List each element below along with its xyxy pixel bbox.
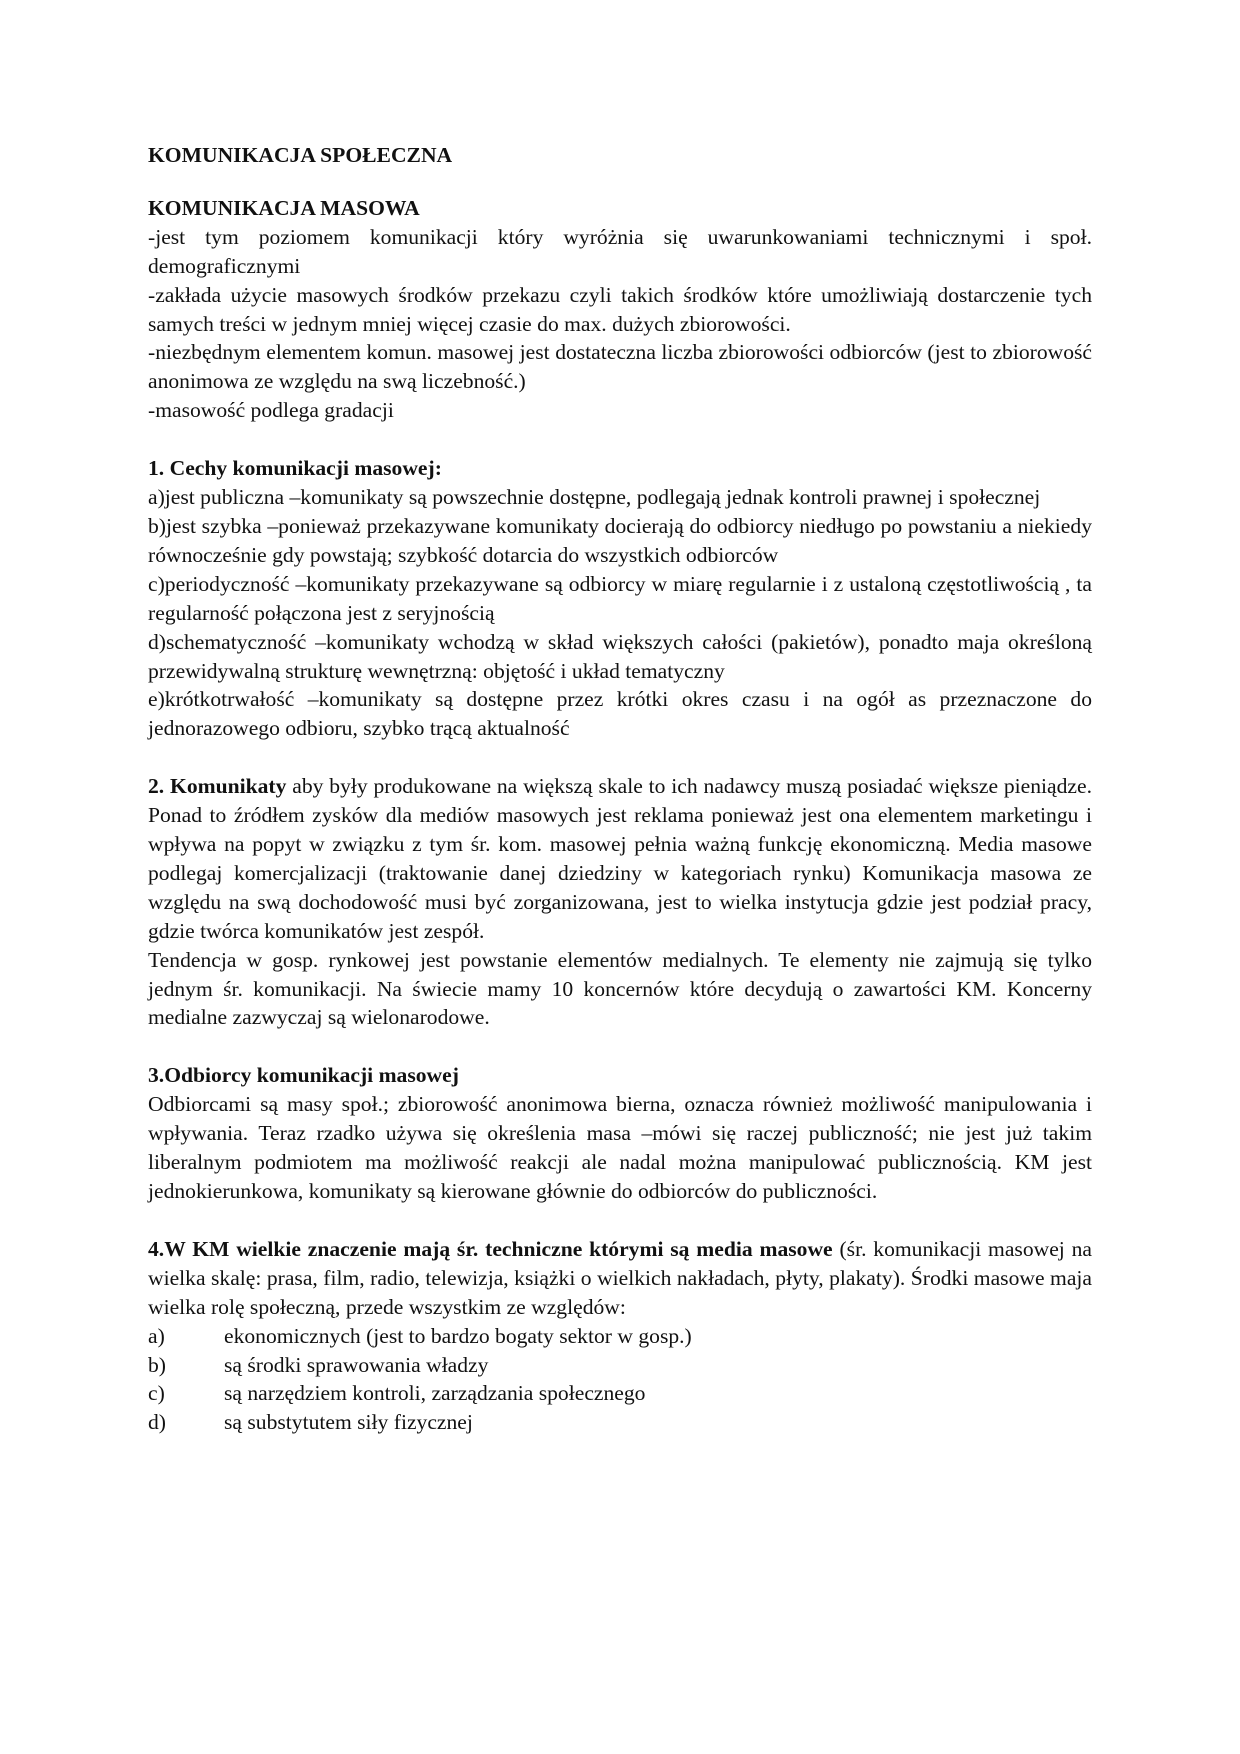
section-media-paragraph (148, 1235, 1092, 1322)
intro-paragraph: -masowość podlega gradacji (148, 398, 394, 423)
section-lead-messages: 2. Komunikaty (148, 774, 287, 799)
list-text: są substytutem siły fizycznej (224, 1410, 473, 1435)
list-item (148, 1379, 1092, 1408)
section-heading-audience: 3.Odbiorcy komunikacji masowej (148, 1063, 459, 1088)
document-title: KOMUNIKACJA SPOŁECZNA (148, 143, 453, 167)
feature-item: d)schematyczność –komunikaty wchodzą w skład większych całości (pakietów), ponadto maja określoną przewidywalną strukturę wewnętrzną: objętość i układ tematyczny (148, 629, 1092, 683)
list-item (148, 1322, 1092, 1351)
section-messages-paragraph (148, 772, 1092, 945)
list-text: są środki sprawowania władzy (224, 1352, 489, 1377)
list-item (148, 1408, 1092, 1437)
section-audience-paragraph: Odbiorcami są masy społ.; zbiorowość anonimowa bierna, oznacza również możliwość manipulowania i wpływania. Teraz rzadko używa się określenia masa –mówi się raczej publiczność; nie jest już takim liberalnym podmiotem ma możliwość reakcji ale nadal można manipulować publicznością. KM jest jednokierunkowa, komunikaty są kierowane głównie do odbiorców do publiczności. (148, 1092, 1092, 1203)
feature-item: e)krótkotrwałość –komunikaty są dostępne przez krótki okres czasu i na ogół as przeznaczone do jednorazowego odbioru, szybko trącą aktualność (148, 687, 1092, 741)
section-lead-media: 4.W KM wielkie znaczenie mają śr. techniczne którymi są media masowe (148, 1236, 833, 1261)
section-messages-text: aby były produkowane na większą skale to ich nadawcy muszą posiadać większe pieniądze. Ponad to źródłem zysków dla mediów masowych jest reklama ponieważ jest ona elementem marketingu i wpływa na popyt w związku z tym śr. kom. masowej pełnia ważną funkcję ekonomiczną. Media masowe podlegaj komercjalizacji (traktowanie danej dziedziny w kategoriach rynku) Komunikacja masowa ze względu na swą dochodowość musi być zorganizowana, jest to wielka instytucja gdzie jest podział pracy, gdzie twórca komunikatów jest zespół. (148, 774, 1092, 943)
section-media-text: (śr. komunikacji masowej na wielka skalę: prasa, film, radio, telewizja, książki o wielkich nakładach, płyty, plakaty). Środki masowe maja wielka rolę społeczną, przede wszystkim ze względów: (148, 1236, 1092, 1319)
intro-paragraph: -jest tym poziomem komunikacji który wyróżnia się uwarunkowaniami technicznymi i społ. demograficznymi (148, 224, 1092, 278)
section-heading-features: 1. Cechy komunikacji masowej: (148, 456, 442, 481)
feature-item: c)periodyczność –komunikaty przekazywane są odbiorcy w miarę regularnie i z ustaloną częstotliwością , ta regularność połączona jest z seryjnością (148, 571, 1092, 625)
list-marker: c) (148, 1381, 165, 1406)
document-body (148, 141, 1092, 1437)
list-marker: b) (148, 1352, 166, 1377)
list-text: ekonomicznych (jest to bardzo bogaty sektor w gosp.) (224, 1323, 692, 1348)
list-marker: a) (148, 1323, 165, 1348)
intro-paragraph: -zakłada użycie masowych środków przekazu czyli takich środków które umożliwiają dostarczenie tych samych treści w jednym mniej więcej czasie do max. dużych zbiorowości. (148, 282, 1092, 336)
feature-item: b)jest szybka –ponieważ przekazywane komunikaty docierają do odbiorcy niedługo po powstaniu a niekiedy równocześnie gdy powstają; szybkość dotarcia do wszystkich odbiorców (148, 513, 1092, 567)
list-text: są narzędziem kontroli, zarządzania społecznego (224, 1381, 646, 1406)
section-heading-mass-communication: KOMUNIKACJA MASOWA (148, 195, 420, 220)
section-messages-paragraph-2: Tendencja w gosp. rynkowej jest powstanie elementów medialnych. Te elementy nie zajmują się tylko jednym śr. komunikacji. Na świecie mamy 10 koncernów które decydują o zawartości KM. Koncerny medialne zazwyczaj są wielonarodowe. (148, 947, 1092, 1030)
list-marker: d) (148, 1410, 166, 1435)
feature-item: a)jest publiczna –komunikaty są powszechnie dostępne, podlegają jednak kontroli prawnej i społecznej (148, 485, 1041, 510)
intro-paragraph: -niezbędnym elementem komun. masowej jest dostateczna liczba zbiorowości odbiorców (jest to zbiorowość anonimowa ze względu na swą liczebność.) (148, 340, 1092, 394)
list-item (148, 1351, 1092, 1380)
